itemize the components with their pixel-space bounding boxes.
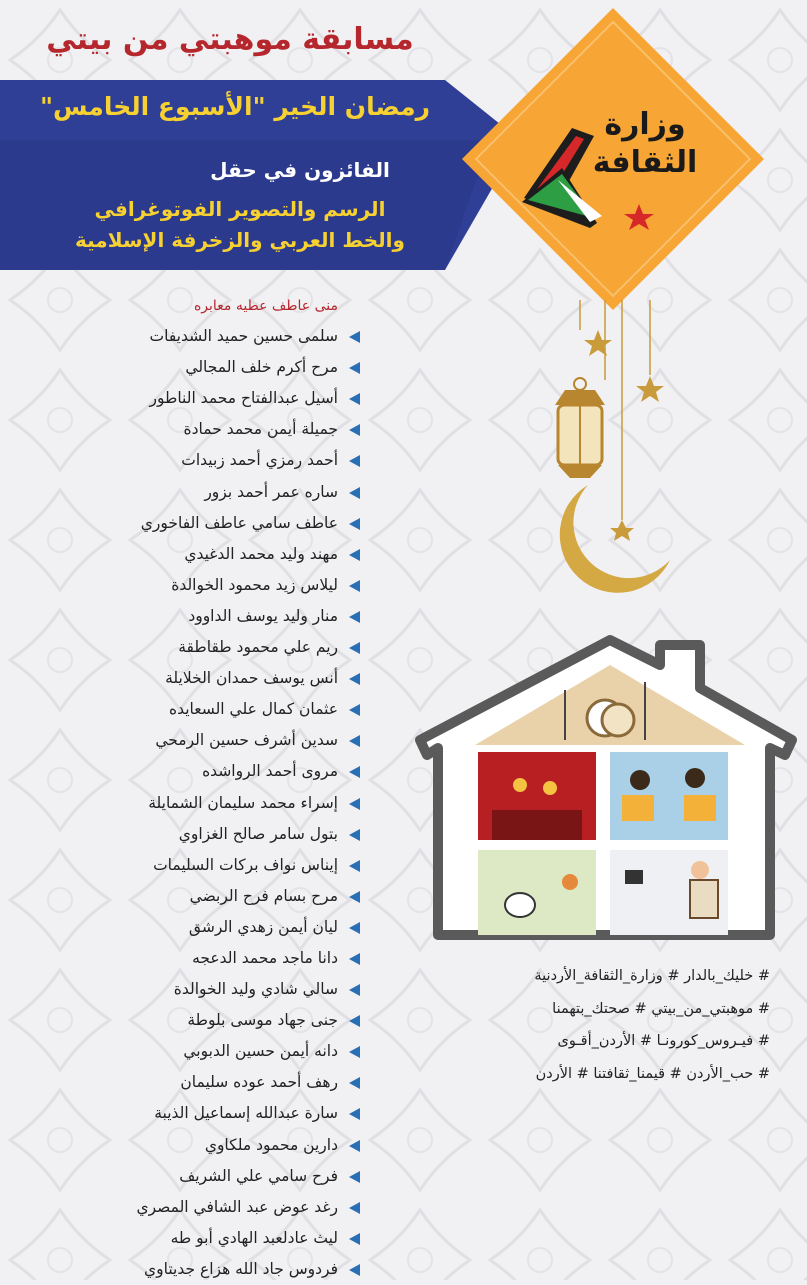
- winner-item: [60, 819, 360, 850]
- logo-line-1: وزارة: [604, 107, 686, 142]
- winner-name: منى عاطف عطيه معابره: [193, 298, 338, 314]
- winner-item: [60, 1005, 360, 1036]
- banner-week-title: رمضان الخير "الأسبوع الخامس": [39, 92, 431, 121]
- winner-name: أسيل عبدالفتاح محمد الناطور: [149, 389, 338, 408]
- winner-item: [60, 1130, 360, 1161]
- winner-item: [60, 477, 360, 508]
- winner-item: [60, 1067, 360, 1098]
- winner-item: [60, 383, 360, 414]
- hashtag-line: # فيـروس_كورونـا # الأردن_أقـوى: [557, 1033, 770, 1049]
- hashtag-line: # خليك_بالدار # وزارة_الثقافة_الأردنية: [534, 968, 770, 984]
- winner-name: ريم علي محمود طقاطقة: [178, 638, 338, 657]
- winner-item: [60, 1161, 360, 1192]
- arrow-icon: [349, 860, 360, 872]
- winner-name: فرح سامي علي الشريف: [179, 1166, 338, 1185]
- winner-item: [60, 601, 360, 632]
- arrow-icon: [349, 953, 360, 965]
- arrow-icon: [349, 891, 360, 903]
- winner-name: فردوس جاد الله هزاع جديتاوي: [144, 1259, 338, 1278]
- arrow-icon: [349, 580, 360, 592]
- arrow-icon: [349, 829, 360, 841]
- star-icon: [610, 520, 634, 541]
- winner-name: ليث عادلعبد الهادي أبو طه: [170, 1228, 338, 1247]
- winner-name: سالي شادي وليد الخوالدة: [173, 980, 338, 999]
- ramadan-illustration: [400, 270, 800, 960]
- winners-list: [60, 290, 360, 1285]
- winner-item: [60, 943, 360, 974]
- banner-winners-label: الفائزون في حقل: [210, 158, 390, 182]
- winner-name: دارين محمود ملكاوي: [204, 1135, 338, 1154]
- winner-item: [60, 508, 360, 539]
- winner-item: [60, 1036, 360, 1067]
- arrow-icon: [349, 642, 360, 654]
- winner-name: أنس يوسف حمدان الخلايلة: [165, 669, 338, 688]
- arrow-icon: [349, 362, 360, 374]
- arrow-icon: [349, 1077, 360, 1089]
- winner-name: مرح بسام فرح الربضي: [189, 886, 338, 905]
- arrow-icon: [349, 1046, 360, 1058]
- winner-name: مرح أكرم خلف المجالي: [185, 358, 338, 377]
- winner-item: [60, 1254, 360, 1285]
- page-title: مسابقة موهبتي من بيتي: [46, 22, 414, 57]
- arrow-icon: [349, 1171, 360, 1183]
- winner-item: [60, 974, 360, 1005]
- winner-item: [60, 1223, 360, 1254]
- winner-name: دانه أيمن حسين الدبوبي: [183, 1042, 338, 1061]
- arrow-icon: [349, 455, 360, 467]
- arrow-icon: [349, 766, 360, 778]
- winner-name: إيناس نواف بركات السليمات: [153, 855, 338, 874]
- logo-text: [575, 106, 715, 182]
- winner-item: [60, 788, 360, 819]
- winner-item: [60, 1192, 360, 1223]
- winner-name: جميلة أيمن محمد حمادة: [183, 420, 338, 439]
- winner-name: رهف أحمد عوده سليمان: [180, 1073, 338, 1092]
- winner-item: [60, 725, 360, 756]
- arrow-icon: [349, 798, 360, 810]
- arrow-icon: [349, 673, 360, 685]
- winner-name: دانا ماجد محمد الدعجه: [192, 948, 338, 967]
- star-icon: [584, 330, 612, 356]
- winner-item: [60, 1098, 360, 1129]
- arrow-icon: [349, 1233, 360, 1245]
- arrow-icon: [349, 424, 360, 436]
- winner-name: ليان أيمن زهدي الرشق: [188, 917, 338, 936]
- winner-name: سارة عبدالله إسماعيل الذيبة: [154, 1104, 338, 1123]
- arrow-icon: [349, 518, 360, 530]
- arrow-icon: [349, 1140, 360, 1152]
- winner-name: مروى أحمد الرواشده: [202, 762, 338, 781]
- winner-name: إسراء محمد سليمان الشمايلة: [148, 793, 338, 812]
- banner-fields: [40, 194, 440, 256]
- winner-item: [60, 850, 360, 881]
- winner-item: [60, 352, 360, 383]
- winner-name: مهند وليد محمد الدغيدي: [184, 544, 338, 563]
- winner-item: [60, 445, 360, 476]
- banner-field-1: الرسم والتصوير الفوتوغرافي: [94, 197, 386, 221]
- hashtag-line: # حب_الأردن # قيمنا_ثقافتنا # الأردن: [535, 1065, 770, 1082]
- winner-item: [60, 632, 360, 663]
- banner-field-2: والخط العربي والزخرفة الإسلامية: [75, 228, 405, 252]
- winner-name: بتول سامر صالح الغزاوي: [178, 824, 338, 843]
- winner-item: [60, 881, 360, 912]
- winner-name: ليلاس زيد محمود الخوالدة: [171, 575, 338, 594]
- house-illustration: [420, 640, 792, 935]
- hashtags: [440, 960, 770, 1090]
- winner-name: سلمى حسين حميد الشديفات: [149, 327, 338, 346]
- star-icon: [636, 376, 664, 402]
- arrow-icon: [349, 393, 360, 405]
- arrow-icon: [349, 487, 360, 499]
- arrow-icon: [349, 1202, 360, 1214]
- arrow-icon: [349, 1264, 360, 1276]
- winner-name: عاطف سامي عاطف الفاخوري: [140, 513, 338, 532]
- arrow-icon: [349, 735, 360, 747]
- winner-item: [60, 756, 360, 787]
- arrow-icon: [349, 922, 360, 934]
- winner-item: [60, 290, 360, 321]
- winner-name: جنى جهاد موسى بلوطة: [187, 1011, 338, 1030]
- hashtag-line: # موهبتي_من_بيتي # صحتك_بتهمنا: [552, 1000, 770, 1017]
- arrow-icon: [349, 984, 360, 996]
- arrow-icon: [349, 331, 360, 343]
- arrow-icon: [349, 704, 360, 716]
- winner-name: منار وليد يوسف الداوود: [188, 606, 338, 625]
- winner-item: [60, 321, 360, 352]
- arrow-icon: [349, 611, 360, 623]
- winner-item: [60, 570, 360, 601]
- winner-name: رغد عوض عبد الشافي المصري: [136, 1197, 338, 1216]
- winner-item: [60, 694, 360, 725]
- winner-item: [60, 539, 360, 570]
- winner-name: أحمد رمزي أحمد زبيدات: [181, 451, 338, 470]
- arrow-icon: [349, 1108, 360, 1120]
- arrow-icon: [349, 1015, 360, 1027]
- lantern-icon: [555, 378, 605, 478]
- winner-name: عثمان كمال علي السعايده: [168, 700, 338, 719]
- winner-item: [60, 912, 360, 943]
- logo-line-2: الثقافة: [592, 145, 698, 180]
- winner-name: ساره عمر أحمد بزور: [204, 482, 338, 501]
- winner-name: سدين أشرف حسين الرمحي: [155, 731, 338, 750]
- winner-item: [60, 414, 360, 445]
- winner-item: [60, 663, 360, 694]
- arrow-icon: [349, 549, 360, 561]
